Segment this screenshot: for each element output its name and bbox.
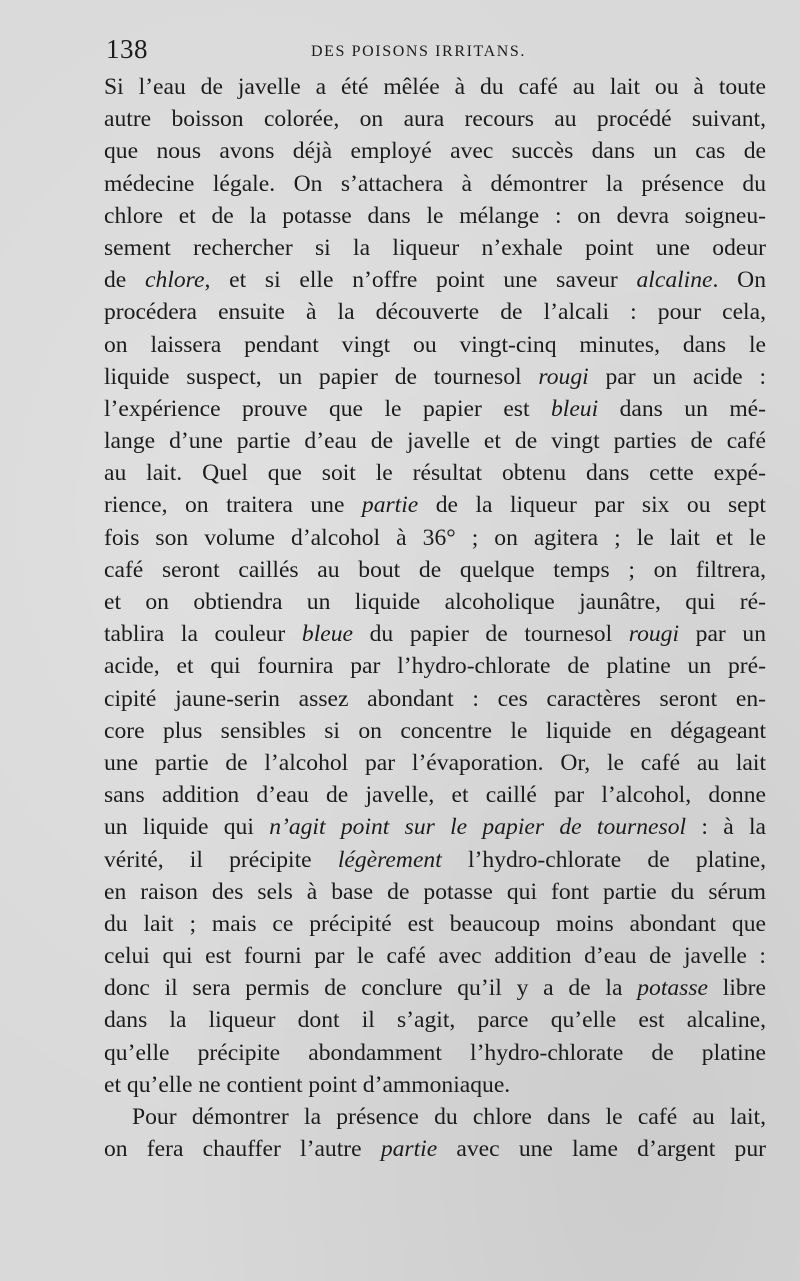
text-segment: Si l’eau de javelle a été mêlée à du café au lait ou à toute <box>104 74 766 100</box>
text-segment: donc il sera permis de conclure qu’il y a de la <box>104 975 638 1002</box>
text-segment: dans un mé- <box>598 395 766 422</box>
text-line <box>104 972 766 1004</box>
text-segment: du lait ; mais ce précipité est beaucoup moins abondant que <box>104 910 766 937</box>
text-line <box>104 135 766 167</box>
text-segment: cipité jaune-serin assez abondant : ces caractères seront en- <box>104 685 766 712</box>
text-line <box>104 361 766 393</box>
text-line <box>104 650 766 682</box>
text-line <box>104 715 766 747</box>
text-segment: liquide suspect, un papier de tournesol <box>104 363 539 390</box>
text-segment: sans addition d’eau de javelle, et caillé par l’alcohol, donne <box>104 782 766 809</box>
text-line <box>104 811 766 843</box>
text-segment: Pour démontrer la présence du chlore dans le café au lait, <box>132 1104 766 1130</box>
text-line <box>104 876 766 908</box>
text-line <box>104 71 766 103</box>
text-segment: café seront caillés au bout de quelque temps ; on filtrera, <box>104 556 766 583</box>
text-segment: qu’elle précipite abondamment l’hydro-chlorate de platine <box>104 1039 766 1066</box>
text-line <box>104 232 766 264</box>
text-segment: rience, on traitera une <box>104 492 362 519</box>
italic-text: bleui <box>550 395 599 422</box>
italic-text: légèrement <box>337 846 442 873</box>
text-segment: on fera chauffer l’autre <box>104 1136 381 1163</box>
text-segment: fois son volume d’alcohol à 36° ; on agitera ; le lait et le <box>104 524 766 551</box>
italic-text: partie <box>361 492 419 519</box>
text-line <box>104 425 766 457</box>
text-line <box>104 489 766 521</box>
text-segment: procédera ensuite à la découverte de l’alcali : pour cela, <box>104 299 766 326</box>
text-segment: du papier de tournesol <box>353 621 629 648</box>
text-segment: tablira la couleur <box>104 621 302 648</box>
text-segment: avec une lame d’argent pur <box>437 1136 766 1163</box>
text-line <box>104 554 766 586</box>
text-segment: par un acide : <box>588 363 766 390</box>
text-line <box>104 1037 766 1069</box>
text-segment: . On <box>712 267 766 294</box>
text-segment: on laissera pendant vingt ou vingt-cinq minutes, dans le <box>104 331 766 358</box>
text-line <box>104 683 766 715</box>
text-line <box>104 908 766 940</box>
running-head: DES POISONS IRRITANS. <box>311 43 527 60</box>
italic-text: potasse <box>637 975 708 1002</box>
text-line <box>104 393 766 425</box>
text-line <box>104 168 766 200</box>
text-segment: médecine légale. On s’attachera à démontrer la présence du <box>104 170 766 197</box>
text-line <box>104 586 766 618</box>
text-segment: libre <box>708 975 766 1002</box>
text-segment: chlore et de la potasse dans le mélange : on devra soigneu- <box>104 202 766 229</box>
text-segment: l’expérience prouve que le papier est <box>104 395 551 422</box>
text-line <box>104 457 766 489</box>
text-segment: , et si elle n’offre point une saveur <box>204 267 637 294</box>
text-line <box>104 940 766 972</box>
text-line <box>104 296 766 328</box>
text-line <box>104 522 766 554</box>
page-header <box>106 34 766 74</box>
text-line <box>104 1101 766 1133</box>
text-line <box>104 1069 766 1101</box>
text-line <box>104 844 766 876</box>
page-number: 138 <box>106 34 148 64</box>
text-segment: une partie de l’alcohol par l’évaporation. Or, le café au lait <box>104 749 766 776</box>
text-segment: acide, et qui fournira par l’hydro-chlorate de platine un pré- <box>104 653 766 680</box>
text-segment: dans la liqueur dont il s’agit, parce qu’elle est alcaline, <box>104 1007 766 1034</box>
italic-text: alcaline <box>636 267 713 294</box>
text-segment: que nous avons déjà employé avec succès dans un cas de <box>104 138 766 165</box>
italic-text: partie <box>380 1136 438 1163</box>
italic-text: rougi <box>538 363 589 390</box>
text-segment: et qu’elle ne contient point d’ammoniaque. <box>104 1071 511 1098</box>
text-segment: l’hydro-chlorate de platine, <box>441 846 766 873</box>
text-segment: autre boisson colorée, on aura recours au procédé suivant, <box>104 106 766 133</box>
italic-text: rougi <box>628 621 680 648</box>
italic-text: bleue <box>301 621 354 648</box>
text-line <box>104 1133 766 1165</box>
text-segment: en raison des sels à base de potasse qui font partie du sérum <box>104 878 766 905</box>
text-segment: vérité, il précipite <box>104 846 338 873</box>
text-line <box>104 329 766 361</box>
text-line <box>104 103 766 135</box>
text-segment: sement rechercher si la liqueur n’exhale point une odeur <box>104 234 766 261</box>
text-segment: un liquide qui <box>104 814 270 841</box>
text-segment: et on obtiendra un liquide alcoholique jaunâtre, qui ré- <box>104 589 766 615</box>
text-segment: : à la <box>686 814 766 841</box>
text-segment: celui qui est fourni par le café avec addition d’eau de javelle : <box>104 943 766 970</box>
text-segment: au lait. Quel que soit le résultat obtenu dans cette expé- <box>104 460 766 487</box>
body-text <box>104 71 766 1165</box>
text-line <box>104 1004 766 1036</box>
text-line <box>104 200 766 232</box>
text-line <box>104 618 766 650</box>
text-line <box>104 264 766 296</box>
text-line <box>104 779 766 811</box>
text-line <box>104 747 766 779</box>
text-segment: core plus sensibles si on concentre le liquide en dégageant <box>104 717 766 744</box>
text-segment: de <box>104 267 146 294</box>
text-segment: par un <box>679 621 766 648</box>
italic-text: chlore <box>145 267 205 294</box>
italic-text: n’agit point sur le papier de tournesol <box>269 814 687 841</box>
text-segment: de la liqueur par six ou sept <box>418 492 766 519</box>
text-segment: lange d’une partie d’eau de javelle et de vingt parties de café <box>104 428 766 455</box>
